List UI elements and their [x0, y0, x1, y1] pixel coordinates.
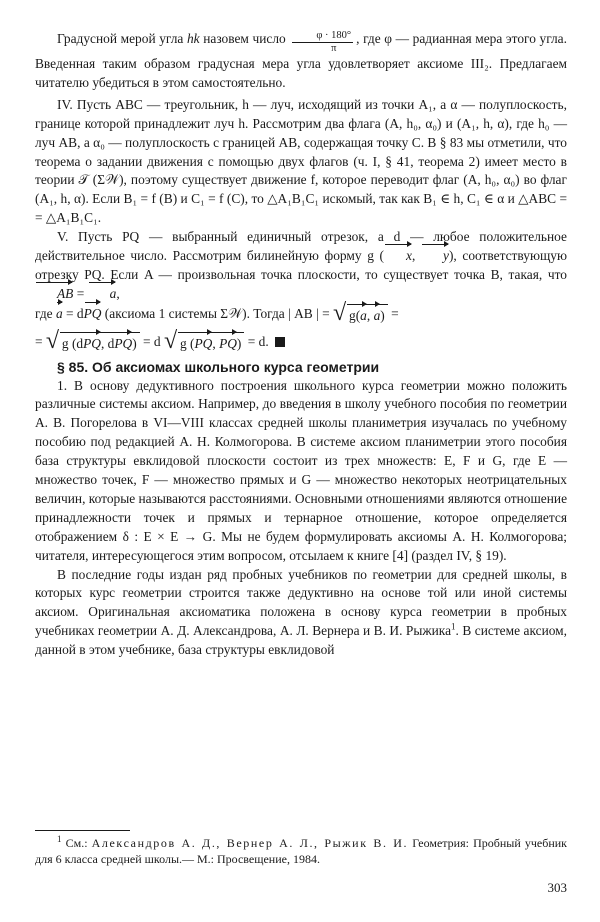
sqrt-g-a-a: √ g(a, a) [333, 304, 388, 326]
fraction-phi-180-over-pi: $\frac{\varphi \cdot 180^\circ}{\pi}$ [292, 30, 353, 55]
equation-line-1: где a = dPQ (аксиома 1 системы Σ𝒲). Тогда | AB | = √ g(a, a) = [35, 299, 399, 326]
equation-line-2: = √ g (dPQ, dPQ) = d √ g (PQ, PQ) = d. [35, 332, 567, 354]
sqrt-g-pq-pq: √ g (PQ, PQ) [164, 332, 244, 354]
paragraph-2: В последние годы издан ряд пробных учебников по геометрии для средней школы, в которых курс геометрии строится также дедуктивно на основе той или иной системы аксиом. Оригинальная аксиоматика положена в основу курса геометрии в пробных учебниках геометрии А. Д. Александрова, А. Л. Вернера и В. И. Рыжика$^1$. В системе аксиом, данной в этом учебнике, база структуры евклидовой [35, 566, 567, 658]
paragraph-1: 1. В основу дедуктивного построения школьного курса геометрии можно положить различные системы аксиом. Например, до введения в школу учебного пособия по геометрии А. В. Погорелова в VI—VIII классах средней школы планиметрия изучалась по учебному пособию под редакцией А. Н. Колмогорова. В системе аксиом планиметрии этого пособия база структуры евклидовой плоскости состоит из трех множеств: E, F и G, где E — множество точек, F — множество прямых и G — множество некоторых неотрицательных величин, которые называются расстояниями. Основными отношениями являются отношение принадлежности точек и прямых и тернарное отношение, которое определяется отображением δ : E × E → G. Мы не будем формулировать аксиомы А. Н. Колмогорова; читателя, интересующегося этим вопросом, отсылаем к книге [4] (раздел IV, § 19). [35, 377, 568, 563]
paragraph-v: V. Пусть PQ — выбранный единичный отрезок, а d — любое положительное действительное число. Рассмотрим билинейную форму g ( x, y), соответствующую отрезку PQ. Если A — произвольная точка плоскости, то существует точка B, такая, что AB = a, [35, 228, 567, 304]
paragraph-degree-measure: Градусной мерой угла hk назовем число $\frac{\varphi \cdot 180^\circ}{\pi}$ , где φ — радианная мера этого угла. Введенная таким образом градусная мера угла удовлетворяет аксиоме III₂. Предлагаем читателю убедиться в этом самостоятельно. [35, 30, 567, 90]
end-of-proof-icon [275, 337, 285, 347]
main-text [35, 30, 567, 660]
vector-ab: AB [35, 285, 73, 304]
page-number: 303 [547, 880, 567, 895]
vector-a: a [88, 285, 117, 304]
vector-y: y [421, 247, 449, 266]
footnote-ref: 1 [451, 621, 456, 632]
footnote: $^1$ См.: Александров А. Д., Вернер А. Л., Рыжик В. И. Геометрия: Пробный учебник для 6 класса средней школы.— М.: Просвещение, 1984. [35, 834, 567, 866]
vector-x: x [384, 247, 412, 266]
footnote-divider [35, 830, 130, 831]
section-heading: § 85. Об аксиомах школьного курса геометрии [57, 358, 380, 375]
sqrt-g-dpq-dpq: √ g (dPQ, dPQ) [46, 332, 140, 354]
paragraph-iv: IV. Пусть ABC — треугольник, h — луч, исходящий из точки A₁, а α — полуплоскость, границе которой принадлежит луч h. Рассмотрим два флага (A, h₀, α₀) и (A₁, h, α), где h₀ — луч AB, а α₀ — полуплоскость с границей AB, содержащая точку C. В § 83 мы отметили, что теорема о задании движения с помощью двух флагов (ч. I, § 41, теорема 2) имеет место в теории 𝒯 (Σ𝒲), поэтому существует движение f, которое переводит флаг (A, h₀, α₀) во флаг (A₁, h, α). Если B₁ = f (B) и C₁ = f (C), то △A₁B₁C₁ искомый, так как B₁ ∈ h, C₁ ∈ α и △ABC = = △A₁B₁C₁. [35, 96, 567, 226]
